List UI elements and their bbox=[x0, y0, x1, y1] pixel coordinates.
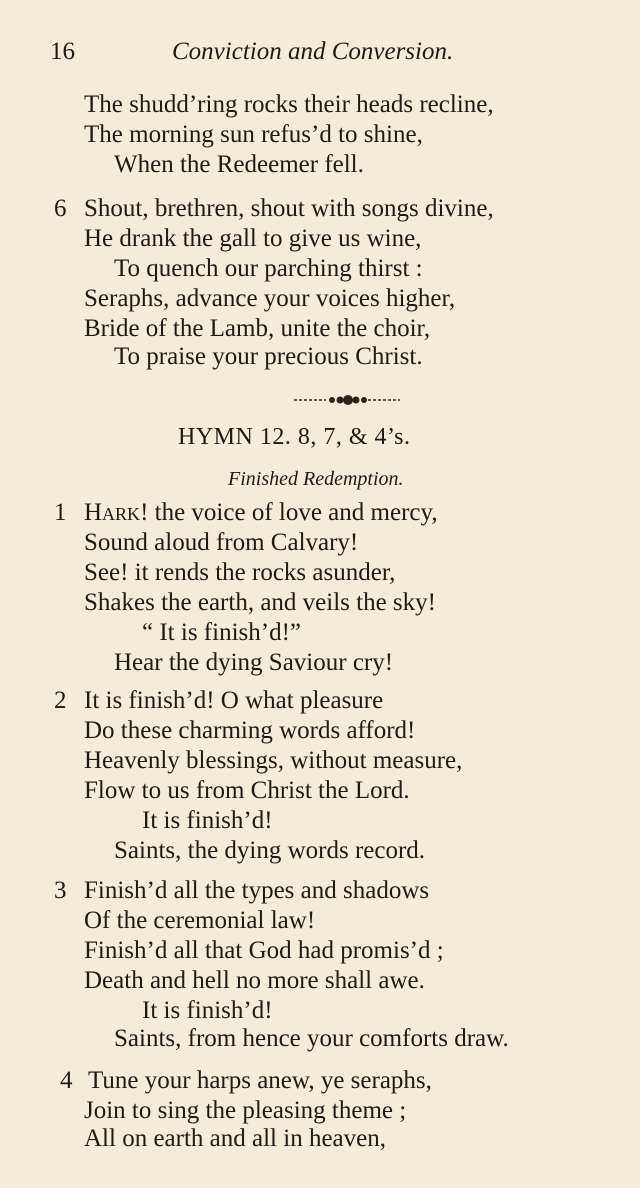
stanza-line: Tune your harps anew, ye seraphs, bbox=[88, 1067, 432, 1094]
stanza-line: Hear the dying Saviour cry! bbox=[114, 649, 394, 676]
first-line-rest: ! the voice of love and mercy, bbox=[140, 499, 438, 526]
first-word: Hark bbox=[84, 499, 141, 526]
stanza-line: Shakes the earth, and veils the sky! bbox=[84, 589, 436, 616]
stanza-number: 3 bbox=[54, 877, 67, 904]
stanza-line: It is finish’d! bbox=[142, 807, 273, 834]
stanza-line: Saints, the dying words record. bbox=[114, 837, 426, 864]
stanza-line: Do these charming words afford! bbox=[84, 717, 416, 744]
stanza-line: It is finish’d! O what pleasure bbox=[84, 687, 384, 714]
stanza-line: Finish’d all the types and shadows bbox=[84, 877, 430, 904]
stanza-line: Sound aloud from Calvary! bbox=[84, 529, 359, 556]
hymn-title: HYMN 12. 8, 7, & 4’s. bbox=[178, 424, 411, 450]
page-header bbox=[50, 38, 550, 72]
stanza-line: See! it rends the rocks asunder, bbox=[84, 559, 396, 586]
stanza-number: 1 bbox=[54, 499, 67, 526]
page-number: 16 bbox=[50, 38, 75, 65]
verse-line: To quench our parching thirst : bbox=[114, 255, 423, 282]
hymn-subtitle: Finished Redemption. bbox=[228, 468, 404, 490]
stanza-line: Heavenly blessings, without measure, bbox=[84, 747, 463, 774]
verse-line: Bride of the Lamb, unite the choir, bbox=[84, 315, 431, 342]
verse-line: When the Redeemer fell. bbox=[114, 151, 364, 178]
ornament-divider bbox=[292, 392, 402, 408]
stanza-number: 2 bbox=[54, 687, 67, 714]
verse-line: Shout, brethren, shout with songs divine, bbox=[84, 195, 494, 222]
stanza-line: “ It is finish’d!” bbox=[142, 619, 301, 646]
stanza-first-line bbox=[84, 498, 438, 528]
stanza-line: Of the ceremonial law! bbox=[84, 907, 316, 934]
verse-line: The shudd’ring rocks their heads recline, bbox=[84, 91, 494, 118]
stanza-line: Death and hell no more shall awe. bbox=[84, 967, 425, 994]
stanza-line: All on earth and all in heaven, bbox=[84, 1125, 386, 1152]
verse-line: The morning sun refus’d to shine, bbox=[84, 121, 423, 148]
stanza-line: It is finish’d! bbox=[142, 997, 273, 1024]
verse-number: 6 bbox=[54, 195, 67, 222]
stanza-line: Flow to us from Christ the Lord. bbox=[84, 777, 410, 804]
verse-line: To praise your precious Christ. bbox=[114, 343, 423, 370]
stanza-line: Saints, from hence your comforts draw. bbox=[114, 1025, 509, 1052]
verse-line: Seraphs, advance your voices higher, bbox=[84, 285, 456, 312]
stanza-line: Finish’d all that God had promis’d ; bbox=[84, 937, 444, 964]
verse-line: He drank the gall to give us wine, bbox=[84, 225, 422, 252]
stanza-number: 4 bbox=[60, 1067, 73, 1094]
stanza-line: Join to sing the pleasing theme ; bbox=[84, 1097, 407, 1124]
running-title: Conviction and Conversion. bbox=[172, 38, 454, 65]
